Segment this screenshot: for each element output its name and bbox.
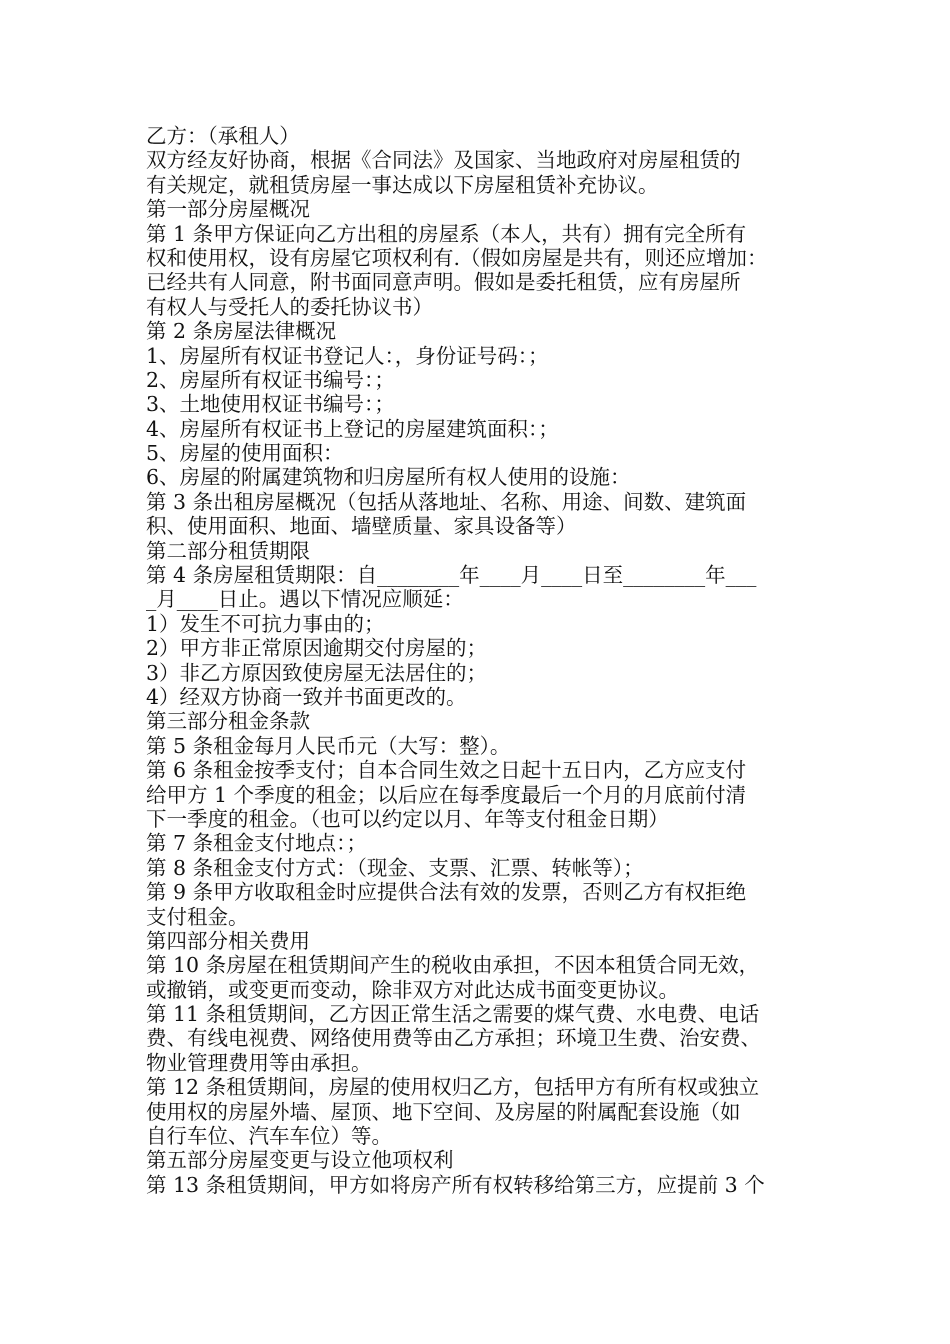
document-line: 1、房屋所有权证书登记人：，身份证号码：； (146, 343, 549, 368)
document-line: 4）经双方协商一致并书面更改的。 (146, 684, 467, 709)
document-line: 2）甲方非正常原因逾期交付房屋的； (146, 636, 488, 661)
document-line: 第 5 条租金每月人民币元（大写：整）。 (146, 733, 511, 758)
document-line: 第 7 条租金支付地点：； (146, 831, 367, 856)
document-body (146, 124, 816, 1197)
document-line: 有关规定，就租赁房屋一事达成以下房屋租赁补充协议。 (146, 172, 659, 197)
document-line: 积、使用面积、地面、墙壁质量、家具设备等） (146, 514, 577, 539)
document-line: 第 2 条房屋法律概况 (146, 319, 337, 344)
document-line: 2、房屋所有权证书编号：； (146, 367, 395, 392)
document-line: 第 1 条甲方保证向乙方出租的房屋系（本人，共有）拥有完全所有 (146, 221, 747, 246)
document-line: _月____日止。遇以下情况应顺延： (146, 587, 464, 612)
document-line: 第 4 条房屋租赁期限：自________年____月____日至________年___ (146, 563, 757, 588)
document-line: 第 8 条租金支付方式：（现金、支票、汇票、转帐等）； (146, 855, 644, 880)
document-line: 第 12 条租赁期间，房屋的使用权归乙方，包括甲方有所有权或独立 (146, 1075, 760, 1100)
document-line: 使用权的房屋外墙、屋顶、地下空间、及房屋的附属配套设施（如 (146, 1099, 741, 1124)
document-line: 1）发生不可抗力事由的； (146, 611, 385, 636)
document-line: 3）非乙方原因致使房屋无法居住的； (146, 660, 488, 685)
document-line: 5、房屋的使用面积： (146, 441, 344, 466)
document-line: 3、土地使用权证书编号：； (146, 392, 395, 417)
document-line: 第 3 条出租房屋概况（包括从落地址、名称、用途、间数、建筑面 (146, 489, 747, 514)
document-line: 6、房屋的附属建筑物和归房屋所有权人使用的设施： (146, 465, 631, 490)
document-line: 第 10 条房屋在租赁期间产生的税收由承担，不因本租赁合同无效， (146, 953, 760, 978)
document-line: 第五部分房屋变更与设立他项权利 (146, 1148, 454, 1173)
document-line: 已经共有人同意，附书面同意声明。假如是委托租赁，应有房屋所 (146, 270, 741, 295)
document-line: 给甲方 1 个季度的租金；以后应在每季度最后一个月的月底前付清 (146, 782, 747, 807)
document-line: 支付租金。 (146, 904, 249, 929)
document-line: 费、有线电视费、网络使用费等由乙方承担；环境卫生费、治安费、 (146, 1026, 761, 1051)
document-line: 双方经友好协商，根据《合同法》及国家、当地政府对房屋租赁的 (146, 148, 741, 173)
document-line: 第 9 条甲方收取租金时应提供合法有效的发票，否则乙方有权拒绝 (146, 880, 747, 905)
document-line: 或撤销，或变更而变动，除非双方对此达成书面变更协议。 (146, 977, 679, 1002)
document-line: 第三部分租金条款 (146, 709, 310, 734)
document-line: 第二部分租赁期限 (146, 538, 310, 563)
document-line: 4、房屋所有权证书上登记的房屋建筑面积：； (146, 416, 559, 441)
document-line: 第 6 条租金按季支付；自本合同生效之日起十五日内，乙方应支付 (146, 758, 747, 783)
document-line: 乙方：（承租人） (146, 124, 300, 148)
document-line: 下一季度的租金。（也可以约定以月、年等支付租金日期） (146, 806, 669, 831)
document-line: 物业管理费用等由承担。 (146, 1050, 372, 1075)
document-line: 自行车位、汽车车位）等。 (146, 1124, 392, 1149)
document-line: 第四部分相关费用 (146, 928, 310, 953)
document-line: 第一部分房屋概况 (146, 197, 310, 222)
document-line: 有权人与受托人的委托协议书） (146, 294, 433, 319)
document-line: 第 11 条租赁期间，乙方因正常生活之需要的煤气费、水电费、电话 (146, 1002, 760, 1027)
document-line: 第 13 条租赁期间，甲方如将房产所有权转移给第三方，应提前 3 个 (146, 1172, 765, 1197)
document-line: 权和使用权，设有房屋它项权利有.（假如房屋是共有，则还应增加： (146, 245, 768, 270)
